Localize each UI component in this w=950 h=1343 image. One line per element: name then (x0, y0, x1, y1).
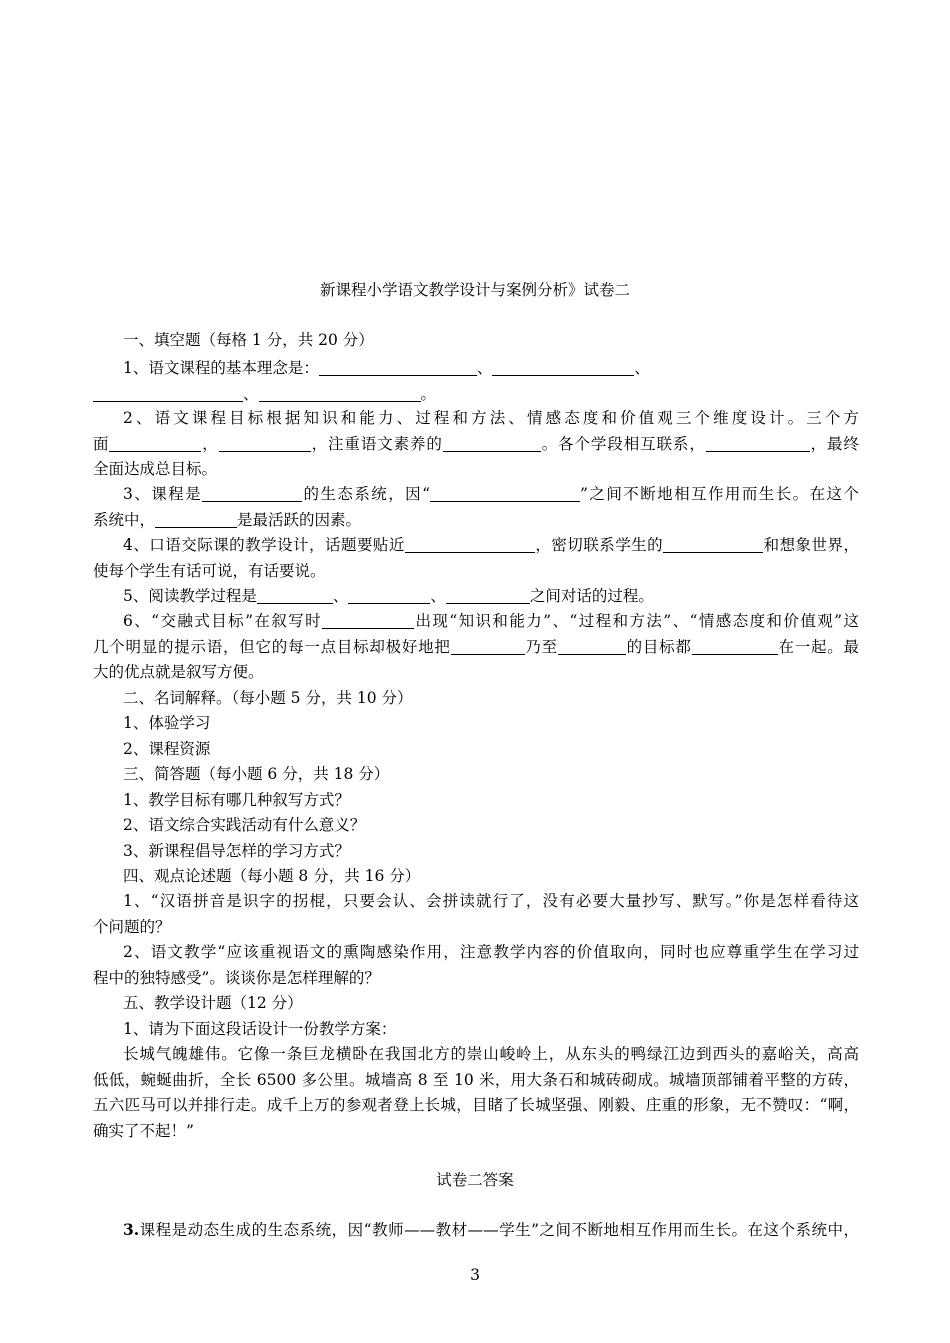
answer-blank[interactable] (451, 639, 525, 655)
question-1-4: 4、口语交际课的教学设计，话题要贴近 ，密切联系学生的 和想象世界， (123, 536, 859, 554)
answer-blank[interactable] (405, 537, 535, 553)
section-2-heading: 二、名词解释。（每小题 5 分，共 10 分） (123, 689, 413, 707)
passage-line: 低低，蜿蜒曲折，全长 6500 多公里。城墙高 8 至 10 米，用大条石和城砖砌成。城墙顶部铺着平整的方砖， (93, 1071, 859, 1089)
answer-blank[interactable] (663, 537, 763, 553)
list-item: 2、语文综合实践活动有什么意义？ (123, 816, 366, 834)
answer-blank[interactable] (259, 386, 421, 402)
answers-heading: 试卷二答案 (436, 1171, 514, 1189)
list-item: 3、新课程倡导怎样的学习方式？ (123, 842, 350, 860)
answer-blank[interactable] (257, 588, 333, 604)
answer-blank[interactable] (446, 588, 530, 604)
question-1-2-end: 全面达成总目标。 (93, 460, 218, 478)
question-4-1-cont: 个问题的？ (93, 918, 171, 936)
answer-blank[interactable] (155, 512, 237, 528)
answer-3: 3.课程是动态生成的生态系统，因“教师——教材——学生”之间不断地相互作用而生长。在这个系统中， (123, 1220, 859, 1239)
question-1-5: 5、阅读教学过程是 、 、 之间对话的过程。 (123, 587, 654, 605)
answer-blank[interactable] (109, 436, 201, 452)
answer-blank[interactable] (492, 360, 634, 376)
page-number: 3 (470, 1266, 480, 1284)
answer-blank[interactable] (348, 588, 430, 604)
answer-blank[interactable] (202, 486, 302, 502)
section-4-heading: 四、观点论述题（每小题 8 分，共 16 分） (123, 867, 421, 885)
answer-blank[interactable] (219, 436, 311, 452)
passage-line: 五六匹马可以并排行走。成千上万的参观者登上长城，目睹了长城坚强、刚毅、庄重的形象，无不赞叹：“啊， (93, 1096, 859, 1114)
answer-blank[interactable] (322, 613, 414, 629)
passage-line: 长城气魄雄伟。它像一条巨龙横卧在我国北方的崇山峻岭上，从东头的鸭绿江边到西头的嘉峪关，高高 (123, 1045, 859, 1063)
question-1-1-cont: 、 。 (93, 384, 859, 404)
answer-blank[interactable] (93, 386, 243, 402)
list-item: 1、教学目标有哪几种叙写方式？ (123, 791, 350, 809)
list-item: 2、课程资源 (123, 740, 211, 758)
answer-blank[interactable] (558, 639, 626, 655)
question-1-2: 2、语文课程目标根据知识和能力、过程和方法、情感态度和价值观三个维度设计。三个方 (123, 409, 859, 427)
answer-blank[interactable] (430, 486, 580, 502)
section-1-heading: 一、填空题（每格 1 分，共 20 分） (123, 331, 374, 349)
question-4-2: 2、语文教学“应该重视语文的熏陶感染作用，注意教学内容的价值取向，同时也应尊重学生在学习过 (123, 943, 859, 961)
question-1-2-cont: 面 ， ，注重语文素养的 。各个学段相互联系， ，最终 (93, 435, 859, 453)
question-4-1: 1、“汉语拼音是识字的拐棍，只要会认、会拼读就行了，没有必要大量抄写、默写。”你是怎样看待这 (123, 892, 859, 910)
question-1-3-cont: 系统中， 是最活跃的因素。 (93, 511, 362, 529)
question-5-1: 1、请为下面这段话设计一份教学方案： (123, 1020, 397, 1038)
answer-blank[interactable] (692, 639, 778, 655)
section-5-heading: 五、教学设计题（12 分） (123, 994, 303, 1012)
question-1-6-cont: 几个明显的提示语，但它的每一点目标却极好地把 乃至 的目标都 在一起。最 (93, 638, 859, 656)
section-3-heading: 三、简答题（每小题 6 分，共 18 分） (123, 765, 390, 783)
question-1-3: 3、课程是 的生态系统，因“ ”之间不断地相互作用而生长。在这个 (123, 485, 859, 503)
question-1-4-cont: 使每个学生有话可说，有话要说。 (93, 562, 326, 580)
document-title: 新课程小学语文教学设计与案例分析》试卷二 (319, 281, 630, 299)
answer-blank[interactable] (706, 436, 810, 452)
passage-line: 确实了不起！” (93, 1122, 194, 1140)
answer-blank[interactable] (443, 436, 541, 452)
question-4-2-cont: 程中的独特感受”。谈谈你是怎样理解的？ (93, 969, 380, 987)
question-1-6: 6、“交融式目标”在叙写时 出现“知识和能力”、“过程和方法”、“情感态度和价值观”这 (123, 612, 859, 630)
answer-blank[interactable] (319, 360, 477, 376)
question-1-6-end: 大的优点就是叙写方便。 (93, 663, 264, 681)
list-item: 1、体验学习 (123, 714, 211, 732)
question-1-1: 1、语文课程的基本理念是： 、 、 (123, 359, 650, 377)
